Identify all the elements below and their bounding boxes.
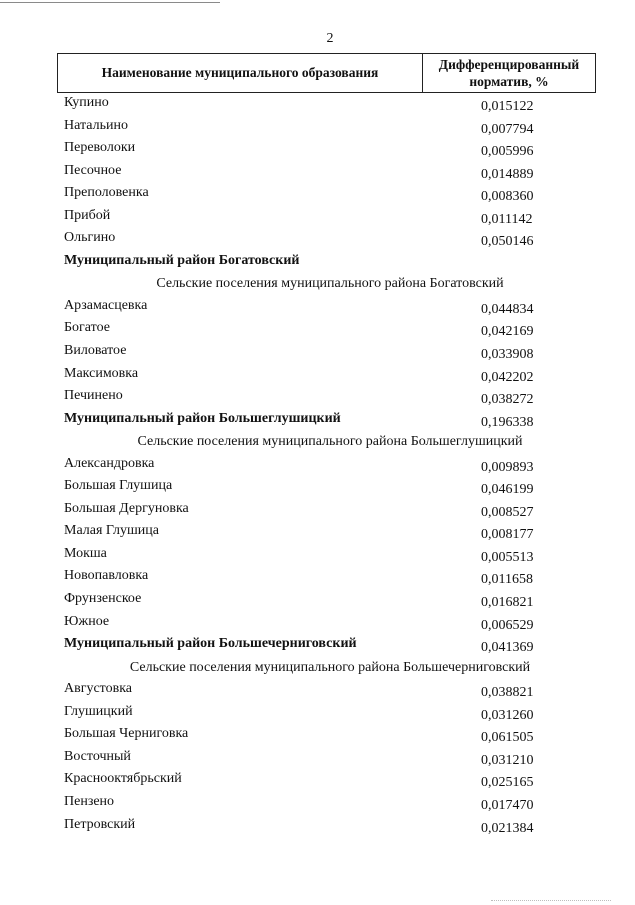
- table-row: [0, 816, 635, 839]
- settlement-name: Большая Глушица: [64, 478, 173, 494]
- section-heading: Сельские поселения муниципального района Большечерниговский: [129, 659, 531, 675]
- table-row: [0, 680, 635, 703]
- section-heading-row: [0, 432, 635, 455]
- section-heading: Сельские поселения муниципального района Большеглушицкий: [137, 434, 523, 450]
- normative-value: 0,044834: [481, 301, 534, 317]
- column-header-name: Наименование муниципального образования: [58, 54, 423, 92]
- table-row: [0, 500, 635, 523]
- table-row: [0, 567, 635, 590]
- district-name: Муниципальный район Большеглушицкий: [64, 410, 341, 426]
- table-row: [0, 703, 635, 726]
- settlement-name: Восточный: [64, 748, 131, 764]
- settlement-name: Песочное: [64, 162, 122, 178]
- table-row: [0, 455, 635, 478]
- district-name: Муниципальный район Большечерниговский: [64, 636, 357, 652]
- district-row: [0, 635, 635, 658]
- settlement-name: Переволоки: [64, 140, 136, 156]
- normative-value: 0,005513: [481, 549, 534, 565]
- normative-value: 0,046199: [481, 482, 534, 498]
- normative-value: 0,008360: [481, 189, 534, 205]
- table-row: [0, 319, 635, 342]
- normative-value: 0,011658: [481, 572, 533, 588]
- settlement-name: Прибой: [64, 207, 111, 223]
- normative-value: 0,011142: [481, 211, 533, 227]
- normative-value: 0,015122: [481, 99, 534, 114]
- normative-value: 0,050146: [481, 234, 534, 250]
- settlement-name: Малая Глушица: [64, 523, 159, 539]
- normative-value: 0,031210: [481, 752, 534, 768]
- normative-value: 0,014889: [481, 166, 534, 182]
- column-header-normative-line2: норматив, %: [469, 74, 549, 89]
- table-row: [0, 184, 635, 207]
- table-body: [0, 94, 635, 838]
- settlement-name: Максимовка: [64, 365, 139, 381]
- table-row: [0, 545, 635, 568]
- settlement-name: Купино: [64, 95, 109, 110]
- normative-value: 0,042202: [481, 369, 534, 385]
- page-number: 2: [326, 31, 334, 46]
- settlement-name: Августовка: [64, 681, 133, 697]
- section-heading: Сельские поселения муниципального района Богатовский: [156, 276, 504, 292]
- normative-value: 0,031260: [481, 707, 534, 723]
- normative-value: 0,038272: [481, 392, 534, 408]
- table-row: [0, 613, 635, 636]
- normative-value: 0,017470: [481, 797, 534, 813]
- normative-value: 0,021384: [481, 820, 534, 836]
- settlement-name: Печинено: [64, 388, 123, 404]
- column-header-normative-line1: Дифференцированный: [438, 57, 580, 72]
- table-row: [0, 162, 635, 185]
- normative-value: 0,033908: [481, 347, 534, 363]
- scan-artifact: [491, 894, 611, 901]
- normative-value: 0,041369: [481, 640, 534, 656]
- normative-value: 0,005996: [481, 144, 534, 160]
- table-row: [0, 207, 635, 230]
- normative-value: 0,008177: [481, 527, 534, 543]
- table-row: [0, 365, 635, 388]
- section-heading-row: [0, 274, 635, 297]
- normative-value: 0,009893: [481, 459, 534, 475]
- table-row: [0, 725, 635, 748]
- settlement-name: Преполовенка: [64, 185, 149, 201]
- table-row: [0, 139, 635, 162]
- top-divider: [0, 2, 220, 3]
- normative-value: 0,025165: [481, 775, 534, 791]
- settlement-name: Новопавловка: [64, 568, 149, 584]
- settlement-name: Южное: [64, 613, 110, 629]
- settlement-name: Мокша: [64, 545, 107, 561]
- settlement-name: Натальино: [64, 117, 128, 133]
- settlement-name: Арзамасцевка: [64, 297, 148, 313]
- normative-value: 0,061505: [481, 730, 534, 746]
- settlement-name: Краснооктябрьский: [64, 771, 182, 787]
- district-row: [0, 252, 635, 275]
- table-row: [0, 342, 635, 365]
- column-header-normative: [423, 54, 595, 92]
- settlement-name: Глушицкий: [64, 703, 133, 719]
- settlement-name: Фрунзенское: [64, 591, 142, 607]
- district-row: [0, 410, 635, 433]
- settlement-name: Петровский: [64, 816, 136, 832]
- settlement-name: Богатое: [64, 320, 110, 336]
- settlement-name: Пензено: [64, 793, 115, 809]
- section-heading-row: [0, 658, 635, 681]
- table-row: [0, 229, 635, 252]
- settlement-name: Ольгино: [64, 230, 116, 246]
- settlement-name: Виловатое: [64, 343, 127, 359]
- normative-value: 0,006529: [481, 617, 534, 633]
- settlement-name: Александровка: [64, 455, 155, 471]
- table-row: [0, 477, 635, 500]
- table-row: [0, 297, 635, 320]
- table-row: [0, 117, 635, 140]
- district-name: Муниципальный район Богатовский: [64, 252, 300, 268]
- normative-value: 0,042169: [481, 324, 534, 340]
- normative-value: 0,038821: [481, 685, 534, 701]
- settlement-name: Большая Дергуновка: [64, 500, 189, 516]
- table-header: [57, 53, 596, 93]
- normative-value: 0,016821: [481, 595, 534, 611]
- table-row: [0, 793, 635, 816]
- normative-value: 0,007794: [481, 121, 534, 137]
- table-row: [0, 94, 635, 117]
- table-row: [0, 522, 635, 545]
- normative-value: 0,008527: [481, 504, 534, 520]
- table-row: [0, 387, 635, 410]
- normative-value: 0,196338: [481, 414, 534, 430]
- settlement-name: Большая Черниговка: [64, 726, 189, 742]
- table-row: [0, 748, 635, 771]
- table-row: [0, 590, 635, 613]
- table-row: [0, 770, 635, 793]
